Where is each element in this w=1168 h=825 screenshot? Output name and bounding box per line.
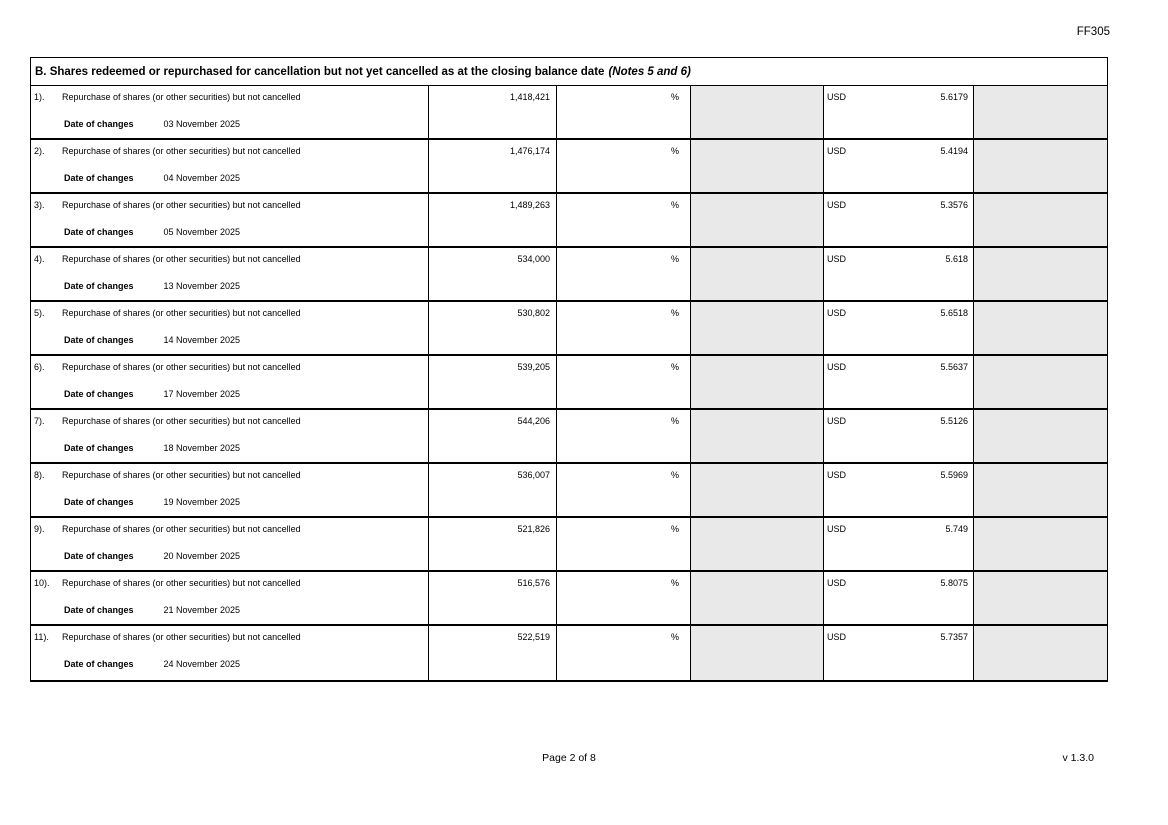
shares-count-value: 1,489,263 [509, 200, 550, 210]
price-cell [823, 194, 973, 246]
repurchase-label: Repurchase of shares (or other securities) but not cancelled [62, 416, 301, 426]
date-of-changes-value: 18 November 2025 [163, 443, 241, 453]
row-number: 4). [34, 254, 45, 264]
date-of-changes-label: Date of changes [64, 389, 134, 399]
table-row [31, 518, 1107, 572]
percent-symbol: % [670, 416, 679, 426]
price-value: 5.5969 [940, 470, 968, 480]
description-cell [31, 248, 428, 300]
price-cell [823, 356, 973, 408]
description-cell [31, 518, 428, 570]
date-of-changes-line [64, 389, 240, 399]
percent-symbol: % [670, 362, 679, 372]
row-number: 8). [34, 470, 45, 480]
row-number: 1). [34, 92, 45, 102]
currency-code: USD [827, 200, 847, 210]
shaded-cell [973, 86, 1107, 138]
section-title-notes: (Notes 5 and 6) [608, 65, 691, 78]
shaded-cell [690, 248, 823, 300]
price-cell [823, 248, 973, 300]
date-of-changes-value: 05 November 2025 [163, 227, 241, 237]
row-number: 2). [34, 146, 45, 156]
date-of-changes-label: Date of changes [64, 173, 134, 183]
shares-count-cell [428, 194, 556, 246]
percent-cell [556, 464, 690, 516]
date-of-changes-value: 24 November 2025 [163, 659, 241, 669]
table-row [31, 572, 1107, 626]
repurchase-label: Repurchase of shares (or other securities) but not cancelled [62, 578, 301, 588]
date-of-changes-label: Date of changes [64, 281, 134, 291]
date-of-changes-line [64, 443, 240, 453]
shares-count-cell [428, 86, 556, 138]
repurchase-label: Repurchase of shares (or other securities) but not cancelled [62, 92, 301, 102]
percent-cell [556, 140, 690, 192]
shaded-cell [973, 194, 1107, 246]
shares-count-value: 544,206 [517, 416, 550, 426]
currency-code: USD [827, 470, 847, 480]
description-cell [31, 86, 428, 138]
percent-cell [556, 86, 690, 138]
price-cell [823, 518, 973, 570]
description-cell [31, 626, 428, 680]
price-cell [823, 86, 973, 138]
shaded-cell [690, 572, 823, 624]
shaded-cell [690, 356, 823, 408]
shaded-cell [690, 194, 823, 246]
version-label: v 1.3.0 [1062, 752, 1094, 764]
shares-count-cell [428, 140, 556, 192]
date-of-changes-label: Date of changes [64, 443, 134, 453]
price-value: 5.7357 [940, 632, 968, 642]
shares-count-cell [428, 248, 556, 300]
table-row [31, 302, 1107, 356]
shaded-cell [973, 302, 1107, 354]
percent-symbol: % [670, 632, 679, 642]
shaded-cell [973, 248, 1107, 300]
percent-symbol: % [670, 578, 679, 588]
percent-symbol: % [670, 308, 679, 318]
percent-cell [556, 356, 690, 408]
row-number: 6). [34, 362, 45, 372]
shares-count-cell [428, 356, 556, 408]
date-of-changes-line [64, 281, 240, 291]
shaded-cell [973, 626, 1107, 680]
date-of-changes-label: Date of changes [64, 497, 134, 507]
price-cell [823, 572, 973, 624]
description-cell [31, 194, 428, 246]
shares-count-value: 530,802 [517, 308, 550, 318]
percent-symbol: % [670, 200, 679, 210]
description-cell [31, 572, 428, 624]
shares-count-cell [428, 464, 556, 516]
shaded-cell [690, 410, 823, 462]
shares-count-value: 534,000 [517, 254, 550, 264]
table-row [31, 410, 1107, 464]
table-row [31, 86, 1107, 140]
repurchase-label: Repurchase of shares (or other securities) but not cancelled [62, 632, 301, 642]
repurchase-label: Repurchase of shares (or other securities) but not cancelled [62, 362, 301, 372]
price-value: 5.749 [945, 524, 968, 534]
shares-count-value: 522,519 [517, 632, 550, 642]
shares-count-cell [428, 410, 556, 462]
description-cell [31, 140, 428, 192]
shares-count-value: 1,418,421 [509, 92, 550, 102]
shares-count-cell [428, 626, 556, 680]
repurchase-label: Repurchase of shares (or other securities) but not cancelled [62, 308, 301, 318]
description-cell [31, 302, 428, 354]
shaded-cell [690, 626, 823, 680]
date-of-changes-label: Date of changes [64, 551, 134, 561]
price-value: 5.8075 [940, 578, 968, 588]
percent-cell [556, 302, 690, 354]
table-row [31, 356, 1107, 410]
table-row [31, 194, 1107, 248]
repurchase-label: Repurchase of shares (or other securities) but not cancelled [62, 470, 301, 480]
shares-count-cell [428, 302, 556, 354]
currency-code: USD [827, 632, 847, 642]
shaded-cell [973, 356, 1107, 408]
percent-cell [556, 194, 690, 246]
price-value: 5.5126 [940, 416, 968, 426]
currency-code: USD [827, 254, 847, 264]
row-number: 3). [34, 200, 45, 210]
date-of-changes-label: Date of changes [64, 335, 134, 345]
section-header [31, 58, 1107, 86]
currency-code: USD [827, 416, 847, 426]
percent-cell [556, 518, 690, 570]
table-row [31, 140, 1107, 194]
shaded-cell [690, 518, 823, 570]
shaded-cell [690, 140, 823, 192]
date-of-changes-line [64, 551, 240, 561]
row-number: 9). [34, 524, 45, 534]
date-of-changes-value: 17 November 2025 [163, 389, 241, 399]
date-of-changes-line [64, 497, 240, 507]
currency-code: USD [827, 92, 847, 102]
date-of-changes-value: 04 November 2025 [163, 173, 241, 183]
shares-redeemed-table [30, 57, 1108, 682]
shaded-cell [973, 464, 1107, 516]
shares-count-value: 521,826 [517, 524, 550, 534]
date-of-changes-value: 14 November 2025 [163, 335, 241, 345]
percent-cell [556, 248, 690, 300]
date-of-changes-value: 19 November 2025 [163, 497, 241, 507]
date-of-changes-line [64, 173, 240, 183]
percent-symbol: % [670, 524, 679, 534]
date-of-changes-line [64, 119, 240, 129]
table-rows [31, 86, 1107, 680]
date-of-changes-value: 13 November 2025 [163, 281, 241, 291]
shaded-cell [973, 572, 1107, 624]
price-value: 5.6518 [940, 308, 968, 318]
page-indicator: Page 2 of 8 [542, 752, 596, 764]
date-of-changes-line [64, 659, 240, 669]
percent-symbol: % [670, 470, 679, 480]
date-of-changes-line [64, 335, 240, 345]
shaded-cell [973, 518, 1107, 570]
repurchase-label: Repurchase of shares (or other securities) but not cancelled [62, 254, 301, 264]
percent-symbol: % [670, 254, 679, 264]
date-of-changes-line [64, 227, 240, 237]
table-row [31, 464, 1107, 518]
currency-code: USD [827, 524, 847, 534]
date-of-changes-label: Date of changes [64, 605, 134, 615]
shaded-cell [973, 140, 1107, 192]
repurchase-label: Repurchase of shares (or other securities) but not cancelled [62, 524, 301, 534]
date-of-changes-value: 03 November 2025 [163, 119, 241, 129]
price-cell [823, 410, 973, 462]
percent-cell [556, 572, 690, 624]
price-value: 5.5637 [940, 362, 968, 372]
description-cell [31, 356, 428, 408]
currency-code: USD [827, 362, 847, 372]
row-number: 10). [34, 578, 50, 588]
price-value: 5.3576 [940, 200, 968, 210]
shares-count-value: 536,007 [517, 470, 550, 480]
description-cell [31, 410, 428, 462]
price-value: 5.4194 [940, 146, 968, 156]
price-value: 5.618 [945, 254, 968, 264]
row-number: 7). [34, 416, 45, 426]
percent-cell [556, 410, 690, 462]
price-cell [823, 302, 973, 354]
row-number: 5). [34, 308, 45, 318]
date-of-changes-label: Date of changes [64, 659, 134, 669]
currency-code: USD [827, 146, 847, 156]
section-title: B. Shares redeemed or repurchased for cancellation but not yet cancelled as at the closing balance date [35, 65, 605, 78]
table-row [31, 248, 1107, 302]
date-of-changes-line [64, 605, 240, 615]
percent-cell [556, 626, 690, 680]
repurchase-label: Repurchase of shares (or other securities) but not cancelled [62, 200, 301, 210]
currency-code: USD [827, 308, 847, 318]
table-row [31, 626, 1107, 680]
price-cell [823, 626, 973, 680]
shaded-cell [690, 464, 823, 516]
shares-count-value: 516,576 [517, 578, 550, 588]
date-of-changes-label: Date of changes [64, 227, 134, 237]
date-of-changes-value: 21 November 2025 [163, 605, 241, 615]
shaded-cell [690, 86, 823, 138]
currency-code: USD [827, 578, 847, 588]
repurchase-label: Repurchase of shares (or other securities) but not cancelled [62, 146, 301, 156]
shares-count-cell [428, 518, 556, 570]
price-cell [823, 464, 973, 516]
form-code: FF305 [1076, 26, 1110, 38]
percent-symbol: % [670, 146, 679, 156]
shares-count-value: 539,205 [517, 362, 550, 372]
date-of-changes-value: 20 November 2025 [163, 551, 241, 561]
percent-symbol: % [670, 92, 679, 102]
row-number: 11). [34, 632, 49, 642]
shaded-cell [690, 302, 823, 354]
shaded-cell [973, 410, 1107, 462]
price-value: 5.6179 [940, 92, 968, 102]
price-cell [823, 140, 973, 192]
shares-count-value: 1,476,174 [509, 146, 550, 156]
date-of-changes-label: Date of changes [64, 119, 134, 129]
description-cell [31, 464, 428, 516]
shares-count-cell [428, 572, 556, 624]
